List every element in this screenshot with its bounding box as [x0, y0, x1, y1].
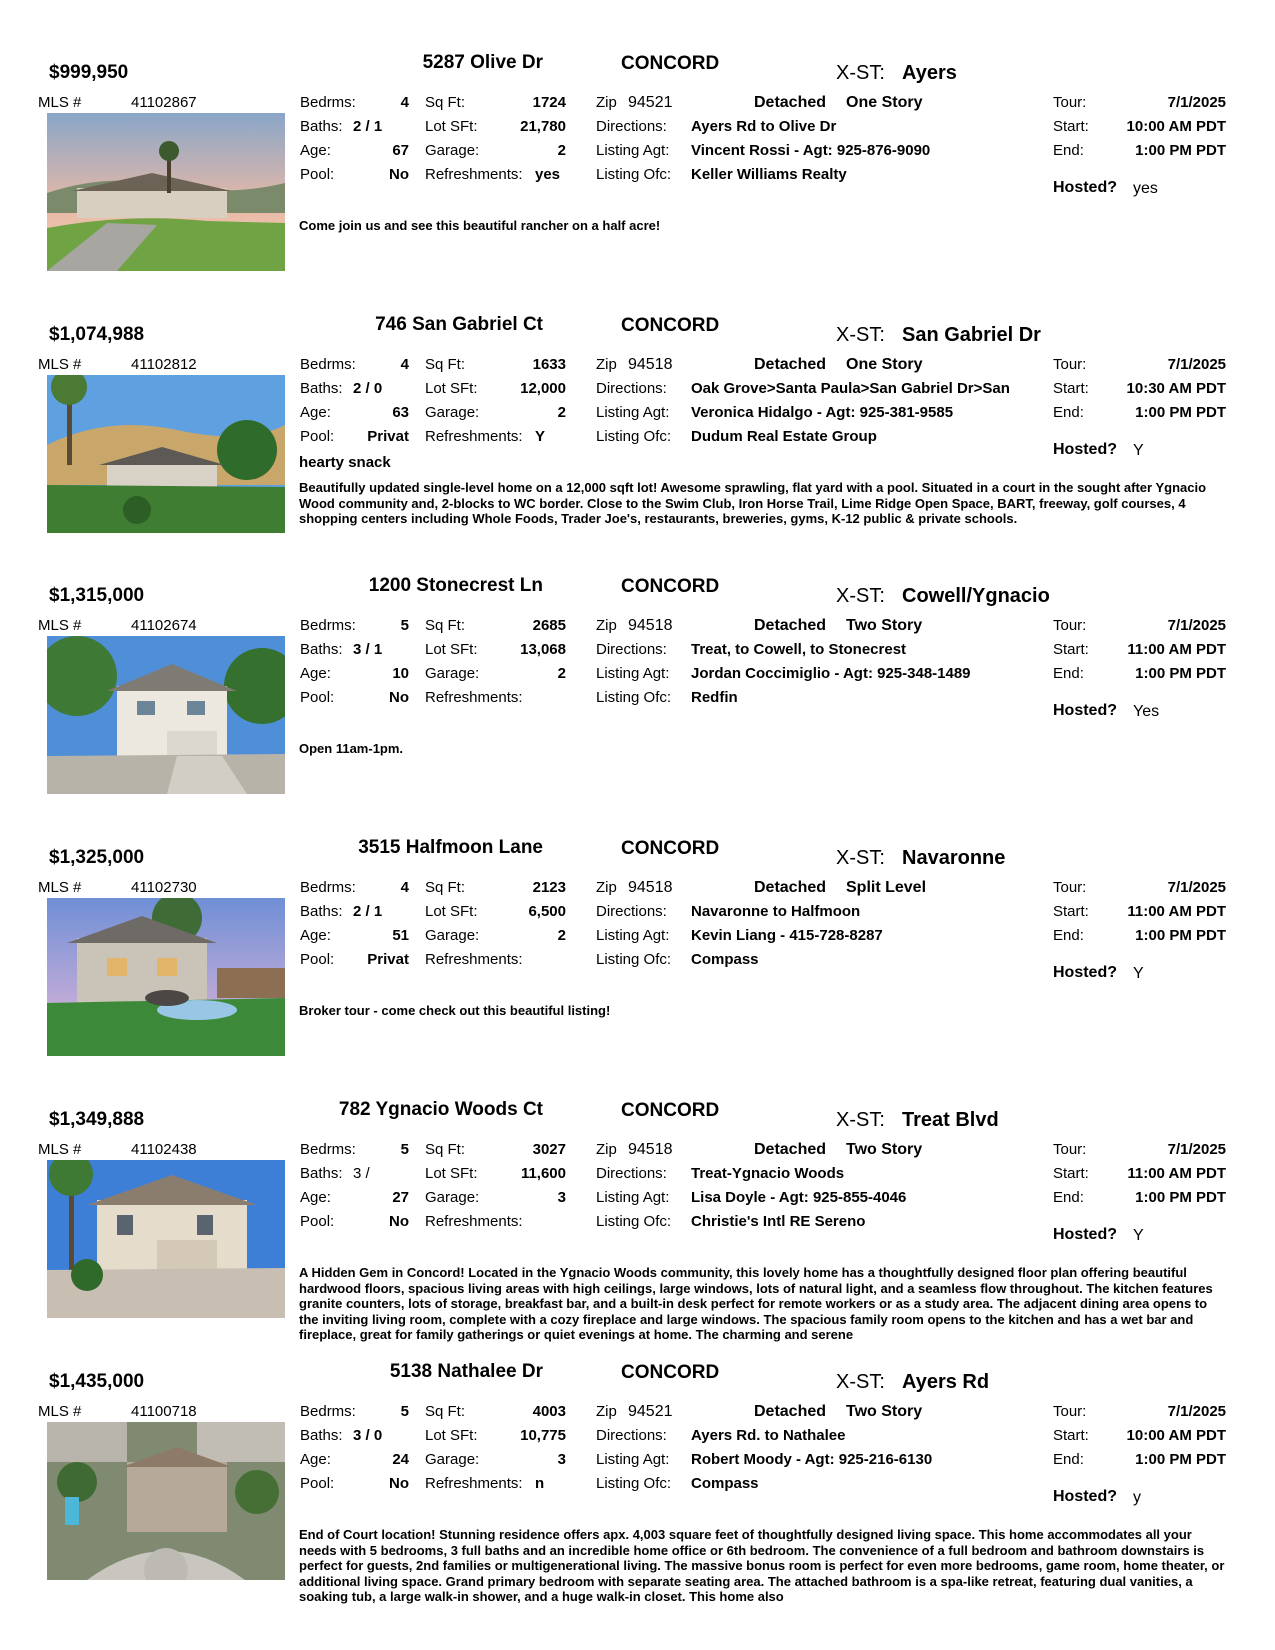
directions-label: Directions: [596, 1427, 667, 1444]
age-value: 67 [392, 142, 409, 159]
tour-label: Tour: [1053, 879, 1087, 896]
directions-value: Oak Grove>Santa Paula>San Gabriel Dr>San [691, 380, 1010, 397]
baths-value: 2 / 1 [353, 118, 383, 135]
listing-card [0, 1092, 1275, 1354]
end-time: 1:00 PM PDT [1135, 665, 1226, 682]
cross-street-label: X-ST: [836, 585, 885, 607]
garage-value: 2 [557, 142, 566, 159]
tour-date: 7/1/2025 [1167, 879, 1226, 896]
pool-label: Pool: [300, 166, 335, 183]
city: CONCORD [621, 315, 720, 336]
address: 5287 Olive Dr [422, 52, 543, 73]
refreshments-label: Refreshments: [425, 1475, 523, 1492]
garage-label: Garage: [425, 1451, 480, 1468]
bedrooms-label: Bedrms: [300, 1141, 356, 1158]
pool-value: No [389, 1475, 409, 1492]
property-style: One Story [846, 356, 923, 373]
hosted-value: Y [1133, 442, 1144, 459]
start-label: Start: [1053, 380, 1089, 397]
start-time: 10:00 AM PDT [1126, 118, 1226, 135]
end-label: End: [1053, 665, 1084, 682]
price: $1,349,888 [49, 1109, 145, 1130]
property-style: One Story [846, 94, 923, 111]
hosted-label: Hosted? [1053, 441, 1117, 458]
office-label: Listing Ofc: [596, 166, 672, 183]
hosted-value: y [1133, 1489, 1141, 1506]
listing-photo [47, 113, 285, 271]
directions-value: Ayers Rd to Olive Dr [691, 118, 837, 135]
end-time: 1:00 PM PDT [1135, 142, 1226, 159]
bedrooms-value: 4 [400, 94, 409, 111]
tour-date: 7/1/2025 [1167, 94, 1226, 111]
office-label: Listing Ofc: [596, 951, 672, 968]
property-type: Detached [754, 1141, 827, 1158]
cross-street-label: X-ST: [836, 847, 885, 869]
age-label: Age: [300, 665, 331, 682]
sqft-label: Sq Ft: [425, 1141, 466, 1158]
office-value: Keller Williams Realty [691, 166, 847, 183]
directions-value: Treat, to Cowell, to Stonecrest [691, 641, 907, 658]
directions-label: Directions: [596, 380, 667, 397]
price: $1,435,000 [49, 1371, 145, 1392]
mls-number: 41100718 [131, 1403, 197, 1420]
baths-value: 3 / 0 [353, 1427, 383, 1444]
mls-label: MLS # [38, 617, 82, 634]
property-type: Detached [754, 879, 827, 896]
sqft-label: Sq Ft: [425, 879, 466, 896]
zip-value: 94518 [628, 1141, 673, 1158]
bedrooms-label: Bedrms: [300, 94, 356, 111]
refreshments-label: Refreshments: [425, 1213, 523, 1230]
hosted-value: Y [1133, 965, 1144, 982]
listing-card [0, 830, 1275, 1092]
office-label: Listing Ofc: [596, 428, 672, 445]
start-time: 10:00 AM PDT [1126, 1427, 1226, 1444]
city: CONCORD [621, 1100, 720, 1121]
hosted-value: Yes [1133, 703, 1160, 720]
cross-street: Treat Blvd [902, 1109, 999, 1131]
age-label: Age: [300, 927, 331, 944]
garage-value: 2 [557, 927, 566, 944]
age-label: Age: [300, 142, 331, 159]
city: CONCORD [621, 53, 720, 74]
sqft-label: Sq Ft: [425, 617, 466, 634]
garage-label: Garage: [425, 665, 480, 682]
end-time: 1:00 PM PDT [1135, 1451, 1226, 1468]
lot-value: 21,780 [520, 118, 566, 135]
hosted-label: Hosted? [1053, 1226, 1117, 1243]
lot-value: 12,000 [520, 380, 566, 397]
office-label: Listing Ofc: [596, 689, 672, 706]
agent-label: Listing Agt: [596, 1189, 670, 1206]
office-value: Compass [691, 1475, 759, 1492]
end-label: End: [1053, 927, 1084, 944]
city: CONCORD [621, 1362, 720, 1383]
address: 782 Ygnacio Woods Ct [338, 1099, 543, 1120]
price: $1,325,000 [49, 847, 145, 868]
office-label: Listing Ofc: [596, 1213, 672, 1230]
start-label: Start: [1053, 1427, 1089, 1444]
address: 746 San Gabriel Ct [375, 314, 543, 335]
property-style: Split Level [846, 879, 927, 896]
zip-label: Zip [596, 94, 617, 111]
tour-label: Tour: [1053, 356, 1087, 373]
property-type: Detached [754, 94, 827, 111]
cross-street-label: X-ST: [836, 62, 885, 84]
agent-value: Kevin Liang - 415-728-8287 [691, 927, 883, 944]
age-value: 51 [392, 927, 409, 944]
lot-value: 11,600 [520, 1165, 566, 1182]
age-label: Age: [300, 1189, 331, 1206]
remarks: Open 11am-1pm. [299, 741, 404, 756]
cross-street: Navaronne [902, 847, 1006, 869]
lot-label: Lot SFt: [425, 1165, 478, 1182]
hosted-label: Hosted? [1053, 1488, 1117, 1505]
bedrooms-value: 5 [400, 1403, 409, 1420]
sqft-label: Sq Ft: [425, 1403, 466, 1420]
start-label: Start: [1053, 641, 1089, 658]
listing-card [0, 1354, 1275, 1624]
baths-label: Baths: [300, 641, 343, 658]
refreshments-value: Y [535, 428, 546, 445]
age-value: 27 [392, 1189, 409, 1206]
end-time: 1:00 PM PDT [1135, 927, 1226, 944]
tour-label: Tour: [1053, 1141, 1087, 1158]
garage-value: 3 [557, 1189, 566, 1206]
cross-street-label: X-ST: [836, 1371, 885, 1393]
end-label: End: [1053, 404, 1084, 421]
bedrooms-value: 4 [400, 879, 409, 896]
zip-value: 94518 [628, 879, 673, 896]
zip-label: Zip [596, 356, 617, 373]
refreshments-value: n [535, 1475, 545, 1492]
mls-label: MLS # [38, 356, 82, 373]
refreshments-extra: hearty snack [299, 454, 391, 471]
listing-photo [47, 375, 285, 533]
cross-street: Cowell/Ygnacio [902, 585, 1050, 607]
sqft-label: Sq Ft: [425, 356, 466, 373]
bedrooms-value: 4 [400, 356, 409, 373]
pool-value: Privat [367, 428, 409, 445]
office-value: Compass [691, 951, 759, 968]
remarks: A Hidden Gem in Concord! Located in the Ygnacio Woods community, this lovely home has a thoughtfully designed floor plan offering beautiful hardwood floors, spacious living areas with high ceilings, large windows, lots of natural light, and a seamless flow throughout. The kitchen features granite counters, lots of storage, breakfast bar, and a built-in desk perfect for remote workers or as a study area. The adjacent dining area opens to the inviting living room, complete with a cozy fireplace and large windows. The spacious family room opens to the kitchen and has a wet bar and fireplace, great for family gatherings or quiet evenings at home. The charming and serene [299, 1265, 1213, 1343]
price: $999,950 [49, 62, 129, 83]
mls-number: 41102674 [131, 617, 197, 634]
mls-label: MLS # [38, 1403, 82, 1420]
listing-card [0, 568, 1275, 830]
directions-value: Ayers Rd. to Nathalee [691, 1427, 846, 1444]
agent-value: Lisa Doyle - Agt: 925-855-4046 [691, 1189, 907, 1206]
refreshments-label: Refreshments: [425, 166, 523, 183]
mls-label: MLS # [38, 1141, 82, 1158]
hosted-value: yes [1133, 180, 1158, 197]
cross-street: San Gabriel Dr [902, 324, 1041, 346]
hosted-label: Hosted? [1053, 702, 1117, 719]
tour-date: 7/1/2025 [1167, 1403, 1226, 1420]
property-style: Two Story [846, 617, 923, 634]
baths-value: 3 / [353, 1165, 370, 1182]
pool-value: No [389, 166, 409, 183]
lot-value: 13,068 [520, 641, 566, 658]
office-value: Redfin [691, 689, 738, 706]
lot-value: 10,775 [520, 1427, 566, 1444]
start-time: 10:30 AM PDT [1126, 380, 1226, 397]
sqft-value: 3027 [532, 1141, 566, 1158]
refreshments-value: yes [535, 166, 561, 183]
pool-value: No [389, 1213, 409, 1230]
zip-value: 94521 [628, 94, 673, 111]
lot-label: Lot SFt: [425, 641, 478, 658]
address: 3515 Halfmoon Lane [358, 837, 543, 858]
zip-label: Zip [596, 617, 617, 634]
sqft-value: 4003 [532, 1403, 566, 1420]
cross-street: Ayers [902, 62, 957, 84]
start-time: 11:00 AM PDT [1127, 1165, 1226, 1182]
end-time: 1:00 PM PDT [1135, 404, 1226, 421]
price: $1,074,988 [49, 324, 145, 345]
agent-label: Listing Agt: [596, 927, 670, 944]
property-type: Detached [754, 1403, 827, 1420]
bedrooms-label: Bedrms: [300, 879, 356, 896]
end-label: End: [1053, 142, 1084, 159]
end-label: End: [1053, 1189, 1084, 1206]
sqft-value: 1724 [532, 94, 566, 111]
bedrooms-value: 5 [400, 1141, 409, 1158]
sqft-value: 2685 [532, 617, 566, 634]
agent-value: Jordan Coccimiglio - Agt: 925-348-1489 [691, 665, 971, 682]
agent-label: Listing Agt: [596, 404, 670, 421]
tour-label: Tour: [1053, 1403, 1087, 1420]
garage-value: 2 [557, 404, 566, 421]
refreshments-label: Refreshments: [425, 689, 523, 706]
directions-value: Treat-Ygnacio Woods [691, 1165, 845, 1182]
sqft-value: 2123 [532, 879, 566, 896]
end-time: 1:00 PM PDT [1135, 1189, 1226, 1206]
garage-label: Garage: [425, 927, 480, 944]
tour-label: Tour: [1053, 94, 1087, 111]
zip-label: Zip [596, 1141, 617, 1158]
city: CONCORD [621, 838, 720, 859]
directions-value: Navaronne to Halfmoon [691, 903, 861, 920]
mls-number: 41102438 [131, 1141, 197, 1158]
listing-card [0, 45, 1275, 307]
pool-label: Pool: [300, 1213, 335, 1230]
remarks: Broker tour - come check out this beautiful listing! [299, 1003, 611, 1018]
pool-value: Privat [367, 951, 409, 968]
baths-label: Baths: [300, 1427, 343, 1444]
start-time: 11:00 AM PDT [1127, 641, 1226, 658]
baths-label: Baths: [300, 380, 343, 397]
agent-value: Robert Moody - Agt: 925-216-6130 [691, 1451, 933, 1468]
zip-value: 94518 [628, 356, 673, 373]
refreshments-label: Refreshments: [425, 951, 523, 968]
tour-label: Tour: [1053, 617, 1087, 634]
listing-photo [47, 636, 285, 794]
tour-date: 7/1/2025 [1167, 1141, 1226, 1158]
lot-label: Lot SFt: [425, 380, 478, 397]
start-label: Start: [1053, 903, 1089, 920]
remarks: Come join us and see this beautiful rancher on a half acre! [299, 218, 661, 233]
zip-label: Zip [596, 1403, 617, 1420]
mls-label: MLS # [38, 879, 82, 896]
property-style: Two Story [846, 1141, 923, 1158]
agent-label: Listing Agt: [596, 1451, 670, 1468]
garage-label: Garage: [425, 404, 480, 421]
age-value: 10 [392, 665, 409, 682]
office-value: Dudum Real Estate Group [691, 428, 877, 445]
age-value: 24 [392, 1451, 409, 1468]
directions-label: Directions: [596, 903, 667, 920]
baths-label: Baths: [300, 118, 343, 135]
directions-label: Directions: [596, 641, 667, 658]
cross-street: Ayers Rd [902, 1371, 990, 1393]
property-style: Two Story [846, 1403, 923, 1420]
city: CONCORD [621, 576, 720, 597]
bedrooms-label: Bedrms: [300, 617, 356, 634]
hosted-value: Y [1133, 1227, 1144, 1244]
sqft-label: Sq Ft: [425, 94, 466, 111]
refreshments-label: Refreshments: [425, 428, 523, 445]
property-type: Detached [754, 356, 827, 373]
start-label: Start: [1053, 118, 1089, 135]
tour-date: 7/1/2025 [1167, 617, 1226, 634]
baths-value: 2 / 0 [353, 380, 383, 397]
garage-value: 2 [557, 665, 566, 682]
pool-label: Pool: [300, 951, 335, 968]
directions-label: Directions: [596, 118, 667, 135]
address: 5138 Nathalee Dr [389, 1361, 543, 1382]
property-type: Detached [754, 617, 827, 634]
zip-value: 94518 [628, 617, 673, 634]
agent-value: Vincent Rossi - Agt: 925-876-9090 [691, 142, 931, 159]
office-value: Christie's Intl RE Sereno [691, 1213, 866, 1230]
hosted-label: Hosted? [1053, 179, 1117, 196]
pool-label: Pool: [300, 1475, 335, 1492]
start-time: 11:00 AM PDT [1127, 903, 1226, 920]
mls-number: 41102867 [131, 94, 197, 111]
age-value: 63 [392, 404, 409, 421]
bedrooms-label: Bedrms: [300, 356, 356, 373]
listing-photo [47, 1160, 285, 1318]
baths-label: Baths: [300, 903, 343, 920]
remarks: Beautifully updated single-level home on a 12,000 sqft lot! Awesome sprawling, flat yard with a pool. Situated in a court in the sought after Ygnacio Wood community and, 2-blocks to WC border. Close to the Swim Club, Iron Horse Trail, Lime Ridge Open Space, BART, freeway, golf courses, 4 shopping centers including Whole Foods, Trader Joe's, restaurants, breweries, gyms, K-12 public & private schools. [299, 480, 1207, 527]
office-label: Listing Ofc: [596, 1475, 672, 1492]
tour-date: 7/1/2025 [1167, 356, 1226, 373]
age-label: Age: [300, 404, 331, 421]
agent-value: Veronica Hidalgo - Agt: 925-381-9585 [691, 404, 954, 421]
garage-value: 3 [557, 1451, 566, 1468]
baths-label: Baths: [300, 1165, 343, 1182]
bedrooms-value: 5 [400, 617, 409, 634]
garage-label: Garage: [425, 1189, 480, 1206]
directions-label: Directions: [596, 1165, 667, 1182]
start-label: Start: [1053, 1165, 1089, 1182]
pool-label: Pool: [300, 689, 335, 706]
listing-card [0, 307, 1275, 569]
agent-label: Listing Agt: [596, 665, 670, 682]
lot-value: 6,500 [528, 903, 566, 920]
mls-label: MLS # [38, 94, 82, 111]
bedrooms-label: Bedrms: [300, 1403, 356, 1420]
mls-number: 41102730 [131, 879, 197, 896]
mls-number: 41102812 [131, 356, 197, 373]
zip-label: Zip [596, 879, 617, 896]
lot-label: Lot SFt: [425, 903, 478, 920]
pool-value: No [389, 689, 409, 706]
age-label: Age: [300, 1451, 331, 1468]
cross-street-label: X-ST: [836, 1109, 885, 1131]
listing-photo [47, 1422, 285, 1580]
pool-label: Pool: [300, 428, 335, 445]
lot-label: Lot SFt: [425, 1427, 478, 1444]
lot-label: Lot SFt: [425, 118, 478, 135]
end-label: End: [1053, 1451, 1084, 1468]
remarks: End of Court location! Stunning residence offers apx. 4,003 square feet of thoughtfully designed living space. This home accommodates all your needs with 5 bedrooms, 3 full baths and an incredible home office or 6th bedroom. The convenience of a full bedroom and bathroom downstairs is perfect for guests, 2nd families or multigenerational living. The massive bonus room is perfect for even more bedrooms, game room, home theater, or additional living space. Grand primary bedroom with separate seating area. The attached bathroom is a spa-like retreat, featuring dual vanities, a soaking tub, a large walk-in shower, and a huge walk-in closet. This home also [299, 1527, 1225, 1605]
price: $1,315,000 [49, 585, 145, 606]
sqft-value: 1633 [532, 356, 566, 373]
zip-value: 94521 [628, 1403, 673, 1420]
baths-value: 2 / 1 [353, 903, 383, 920]
address: 1200 Stonecrest Ln [368, 575, 543, 596]
hosted-label: Hosted? [1053, 964, 1117, 981]
cross-street-label: X-ST: [836, 324, 885, 346]
listing-photo [47, 898, 285, 1056]
garage-label: Garage: [425, 142, 480, 159]
baths-value: 3 / 1 [353, 641, 383, 658]
agent-label: Listing Agt: [596, 142, 670, 159]
